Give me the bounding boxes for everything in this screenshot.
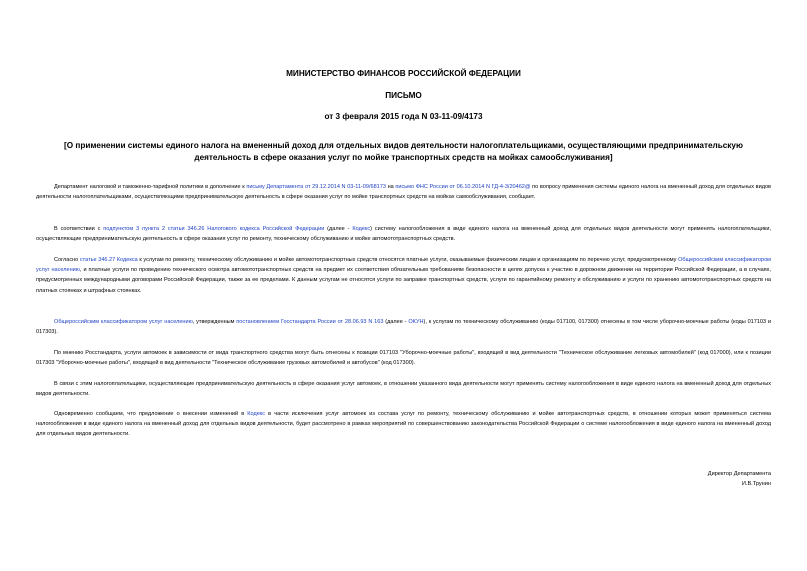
paragraph-5 (36, 348, 771, 368)
paragraph-6 (36, 379, 771, 399)
link-okun[interactable]: ОКУН (408, 319, 424, 325)
paragraph-7 (36, 409, 771, 440)
link-okun-classifier[interactable]: Общероссийским классификатором услуг населению (36, 257, 771, 274)
paragraph-text: Департамент налоговой и таможенно-тарифной политики в дополнение к (54, 184, 247, 190)
paragraph-text: (далее - (324, 226, 353, 232)
paragraph-1 (36, 182, 771, 202)
signature-block (471, 469, 771, 489)
link-okun-classifier[interactable]: Общероссийским классификатором услуг населению (54, 319, 193, 325)
paragraph-text: Согласно (54, 257, 80, 263)
paragraph-text: по вопросу применения системы единого налога на вмененный доход для отдельных видов деятельности налогоплательщиками, осуществляющими предпринимательскую деятельность в сфере оказания услуг по мойке транспортных средств на мойках самообслуживания, сообщает. (36, 184, 771, 201)
paragraph-text: ), к услугам по техническому обслуживанию (коды 017100, 017300) отнесены в том числе уборочно-моечные работы (коды 017103 и 017303). (36, 319, 772, 336)
link-article-346-27[interactable]: статье 346.27 Кодекса (79, 257, 138, 263)
paragraph-text: (далее - (383, 319, 409, 325)
link-code[interactable]: Кодекс (352, 226, 371, 232)
document-title: [О применении системы единого налога на вмененный доход для отдельных видов деятельности налогоплательщиками, осуществляющими предпринимательскую деятельность в сфере оказания услуг по мойке транспортных средств на мойках самообслуживания] (64, 141, 743, 162)
ministry-heading: МИНИСТЕРСТВО ФИНАНСОВ РОССИЙСКОЙ ФЕДЕРАЦИИ (286, 69, 521, 78)
paragraph-2 (36, 224, 771, 244)
signature-position: Директор Департамента (707, 471, 771, 477)
paragraph-text: , утвержденным (192, 319, 237, 325)
doc-type-heading: ПИСЬМО (385, 91, 422, 100)
paragraph-text: Одновременно сообщаем, что предложение о внесении изменений в (54, 411, 248, 417)
link-gosstandart-resolution[interactable]: постановлением Госстандарта России от 28.06.93 N 163 (236, 319, 384, 325)
paragraph-text: к услугам по ремонту, техническому обслуживанию и мойке автомототранспортных средств относятся платные услуги, оказываемые физическим лицам и организациям по перечню услуг, предусмотренному (137, 257, 679, 263)
paragraph-text: В связи с этим налогоплательщики, осуществляющие предпринимательскую деятельность в сфере оказания услуг автомоек, в отношении указанного вида деятельности могут применять систему налогообложения в виде единого налога на вмененный доход для отдельных видов деятельности. (36, 381, 771, 398)
doc-date-number: от 3 февраля 2015 года N 03-11-09/4173 (324, 112, 483, 121)
link-letter-fns[interactable]: письмо ФНС России от 06.10.2014 N ГД-4-3/20462@ (395, 184, 531, 190)
paragraph-text: в части исключения услуг автомоек из состава услуг по ремонту, техническому обслуживанию и мойке автотранспортных средств, в отношении которых может применяться система налогообложения в виде единого налога на вмененный доход для отдельных видов деятельности, будет рассмотрено в рамках мероприятий по совершенствованию законодательства Российской Федерации о системе налогообложения в виде единого налога на вмененный доход для отдельных видов деятельности. (36, 411, 771, 438)
signature-name: И.В.Трунин (741, 481, 771, 487)
paragraph-text: , и платные услуги по проведению технического осмотра автомототранспортных средств на предмет их соответствия обязательным требованиям безопасности в целях допуска к участию в дорожном движении на территории Российской Федерации, а в случаях, предусмотренных международными договорами Российской Федерации, также за ее пределами. К данным услугам не относятся услуги по заправке транспортных средств, услуги по гарантийному ремонту и обслуживанию и услуги по хранению автомототранспортных средств на платных стоянках и штрафных стоянках. (36, 267, 771, 294)
link-tax-code-article[interactable]: подпунктом 3 пункта 2 статьи 346.26 Налогового кодекса Российской Федерации (103, 226, 325, 232)
paragraph-text: По мнению Росстандарта, услуги автомоек в зависимости от вида транспортного средства могут быть отнесены к позиции 017103 "Уборочно-моечные работы", входящей в вид деятельности "Техническое обслуживание легковых автомобилей" (код 017000), или к позиции 017303 "Уборочно-моечные работы", входящей в вид деятельности "Техническое обслуживание грузовых автомобилей и автобусов" (код 017300). (36, 350, 771, 367)
paragraph-text: на (385, 184, 396, 190)
paragraph-4 (36, 317, 771, 337)
paragraph-text: В соответствии с (54, 226, 104, 232)
paragraph-text: ) систему налогообложения в виде единого налога на вмененный доход для отдельных видов деятельности могут применять налогоплательщики, осуществляющие предпринимательскую деятельность в сфере оказания услуг по ремонту, техническому обслуживанию и мойке автомототранспортных средств. (36, 226, 771, 243)
link-code[interactable]: Кодекс (247, 411, 266, 417)
paragraph-3 (36, 255, 771, 296)
link-letter-department[interactable]: письму Департамента от 29.12.2014 N 03-11-09/68173 (246, 184, 386, 190)
